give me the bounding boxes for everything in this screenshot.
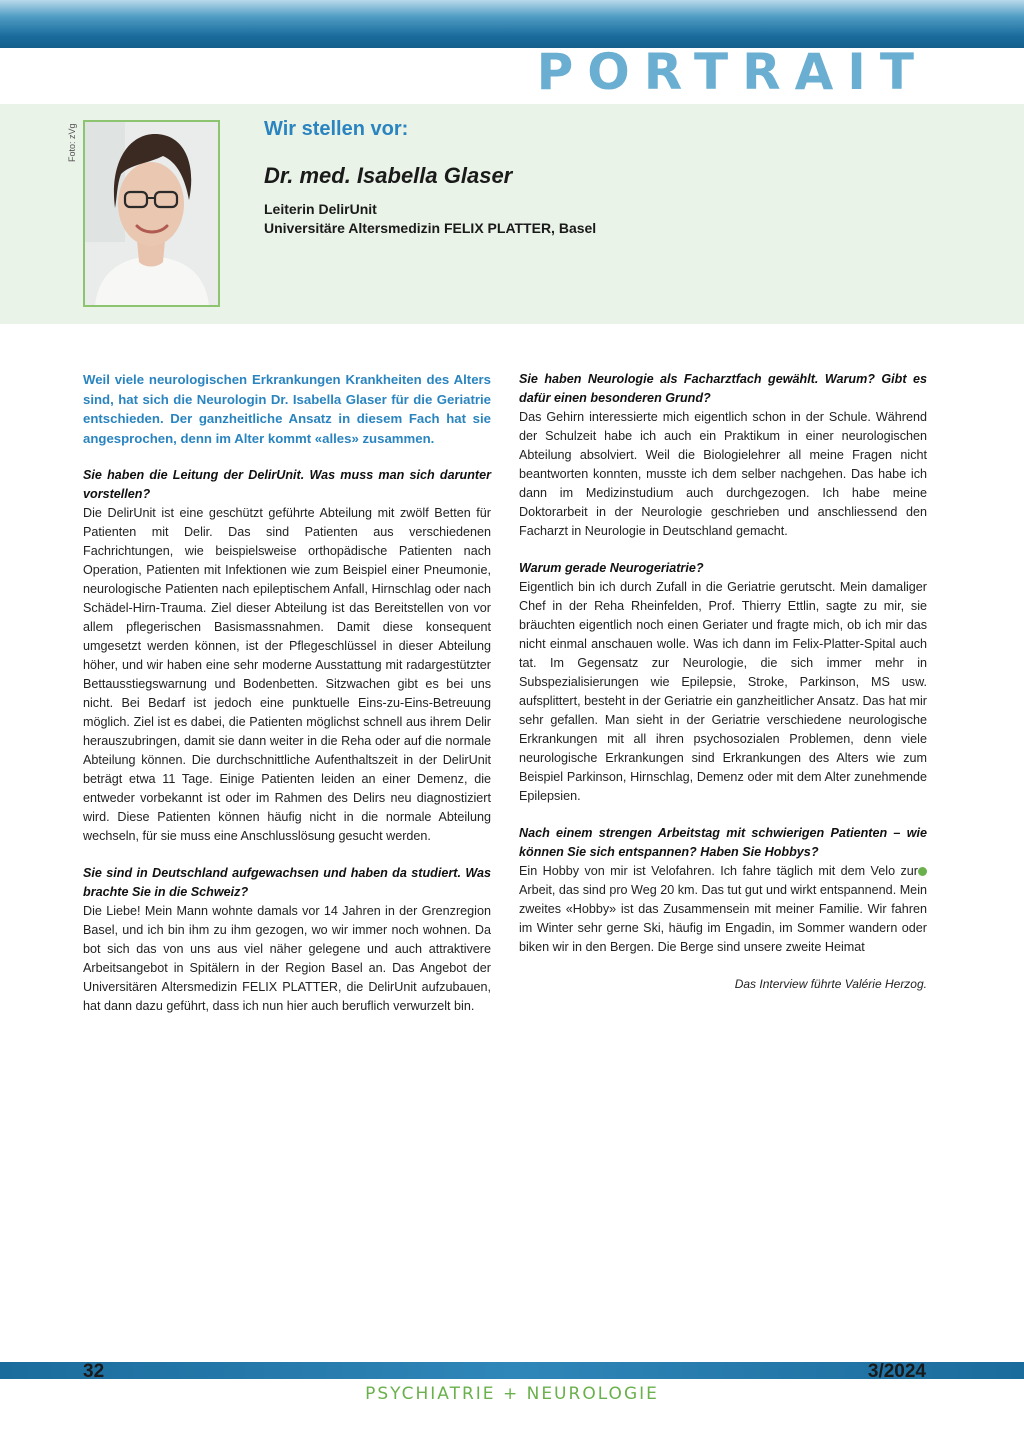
interview-question: Sie haben Neurologie als Facharztfach gewählt. Warum? Gibt es dafür einen besonderen Grund?	[519, 372, 927, 405]
page-number: 32	[83, 1361, 105, 1382]
interview-credit: Das Interview führte Valérie Herzog.	[734, 977, 927, 991]
interview-answer: Das Gehirn interessierte mich eigentlich schon in der Schule. Während der Schulzeit habe ich auch ein Praktikum in einer neurologischen Abteilung absolviert. Weil die Biologielehrer all meine Fragen nicht beantworten konnten, musste ich dem selber nachgehen. Das habe ich dann im Medizinstudium auch durchgezogen. Ich habe meine Doktorarbeit in der Neurologie geschrieben und anschliessend den Facharzt in Neurologie in Deutschland gemacht.	[519, 410, 927, 538]
interview-answer: Eigentlich bin ich durch Zufall in die Geriatrie gerutscht. Mein damaliger Chef in der Reha Rheinfelden, Prof. Thierry Ettlin, sagte zu mir, sie bräuchten eigentlich noch einen Geriater und fragte mich, ob ich mir das nicht einmal anschauen wolle. Was ich dann im Felix-Platter-Spital auch tat. Im Gegensatz zur Neurologie, die sich immer mehr in Subspezialisierungen wie Epilepsie, Stroke, Parkinson, MS usw. aufsplittert, besteht in der Geriatrie ein ganzheitlicher Ansatz. Das hat mir sehr gefallen. Man sieht in der Geriatrie verschiedene neurologische Erkrankungen mit all ihren psychosozialen Problemen, denn viele neurologische Erkrankungen sind Erkrankungen des Alters wie zum Beispiel Parkinson, Hirnschlag, Demenz oder mit dem Alter zunehmende Epilepsien.	[519, 580, 927, 803]
interview-question: Warum gerade Neurogeriatrie?	[519, 561, 704, 575]
portrait-illustration	[85, 122, 218, 305]
person-name: Dr. med. Isabella Glaser	[264, 163, 513, 188]
issue-label: 3/2024	[867, 1361, 926, 1382]
intro-heading: Wir stellen vor:	[264, 118, 409, 140]
role-institution: Universitäre Altersmedizin FELIX PLATTER, Basel	[264, 220, 597, 236]
top-color-band	[0, 0, 1024, 48]
photo-credit: Foto: zVg	[67, 123, 77, 162]
role-title: Leiterin DelirUnit	[264, 201, 377, 217]
end-mark-icon	[918, 867, 927, 876]
final-answer-text: Ein Hobby von mir ist Velofahren. Ich fahre täglich mit dem Velo zur Arbeit, das sind pro Weg 20 km. Das tut gut und wirkt entspannend. Mein zweites «Hobby» ist das Zusammensein mit meiner Familie. Wir fahren im Winter sehr gerne Ski, häufig im Engadin, im Sommer wandern oder biken wir in den Bergen. Die Berge sind unsere zweite Heimat	[519, 864, 927, 954]
person-role	[264, 200, 596, 238]
article-column-right	[519, 370, 927, 994]
interview-answer-final	[519, 862, 927, 957]
interview-answer: Die Liebe! Mein Mann wohnte damals vor 14 Jahren in der Grenzregion Basel, und ich bin ihm zu ihm gezogen, wo wir immer noch wohnen. Da bot sich das von uns aus viel näher gelegene und auch attraktivere Arbeitsangebot in Spitälern in der Region Basel an. Das Angebot der Universitären Altersmedizin FELIX PLATTER, die DelirUnit aufzubauen, hat dann dazu geführt, dass ich nun hier auch beruflich verwurzelt bin.	[83, 904, 491, 1013]
portrait-photo	[83, 120, 220, 307]
article-column-left	[83, 370, 491, 1034]
interview-question: Sie haben die Leitung der DelirUnit. Was muss man sich darunter vorstellen?	[83, 468, 491, 501]
article-lead: Weil viele neurologischen Erkrankungen Krankheiten des Alters sind, hat sich die Neurologin Dr. Isabella Glaser für die Geriatrie entschieden. Der ganzheitliche Ansatz in diesem Fach hat sie angesprochen, denn im Alter kommt «alles» zusammen.	[83, 372, 491, 446]
interview-answer: Die DelirUnit ist eine geschützt geführte Abteilung mit zwölf Betten für Patienten mit Delir. Das sind Patienten aus verschiedenen Fachrichtungen, wie beispielsweise orthopädische Patienten nach Operation, Patienten mit Infektionen wie zum Beispiel einer Pneumonie, neurologische Patienten nach epileptischem Anfall, Hirnschlag oder nach Schädel-Hirn-Trauma. Ziel dieser Abteilung ist das Bereitstellen von vor allem pflegerischen Basismassnahmen. Damit diese konsequent umgesetzt werden können, ist der Pflegeschlüssel in dieser Abteilung höher, und wir haben eine sehr moderne Ausstattung mit radargestützter Bettausstiegswarnung und Bodenbetten. Sitzwachen gibt es bei uns nicht. Bei Bedarf ist jedoch eine punktuelle Eins-zu-Eins-Betreuung möglich. Ziel ist es dabei, die Patienten möglichst schnell aus ihrem Delir herauszubringen, damit sie dann weiter in die Reha oder auf die normale Abteilung können. Die durchschnittliche Aufenthaltszeit in der DelirUnit beträgt etwa 11 Tage. Einige Patienten leiden an einer Demenz, die entweder vorbekannt ist oder im Rahmen des Delirs neu diagnostiziert wird. Diese Patienten können häufig nicht in die normale Abteilung wechseln, für sie muss eine Anschlusslösung gesucht werden.	[83, 506, 491, 843]
interview-question: Nach einem strengen Arbeitstag mit schwierigen Patienten – wie können Sie sich entspannen? Haben Sie Hobbys?	[519, 826, 927, 859]
journal-title: PSYCHIATRIE + NEUROLOGIE	[365, 1384, 659, 1404]
interview-question: Sie sind in Deutschland aufgewachsen und haben da studiert. Was brachte Sie in die Schweiz?	[83, 866, 491, 899]
section-label: PORTRAIT	[536, 43, 928, 101]
